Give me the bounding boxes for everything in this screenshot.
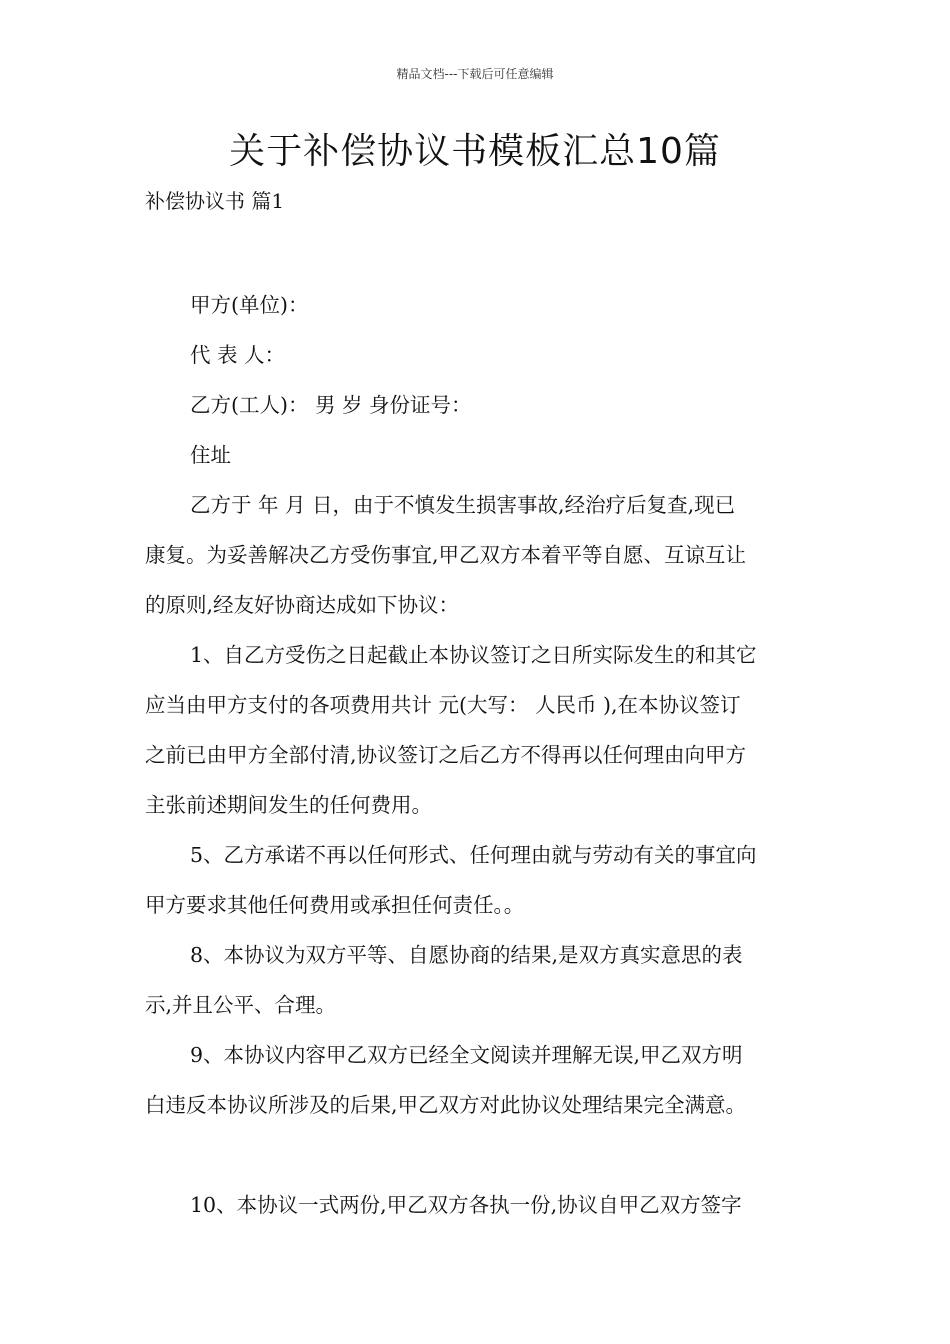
document-body [145, 280, 810, 1230]
clause-10-line: 10、本协议一式两份,甲乙双方各执一份,协议自甲乙双方签字 [190, 1193, 742, 1217]
address-line: 住址 [190, 443, 231, 467]
clause-1-line: 1、自乙方受伤之日起截止本协议签订之日所实际发生的和其它 [190, 643, 757, 667]
paragraph-line: 的原则,经友好协商达成如下协议： [145, 593, 460, 617]
party-a-line: 甲方(单位)： [190, 293, 309, 317]
document-title: 关于补偿协议书模板汇总10篇 [229, 131, 721, 172]
clause-1-line: 之前已由甲方全部付清,协议签订之后乙方不得再以任何理由向甲方 [145, 743, 747, 767]
representative-line: 代 表 人： [190, 343, 286, 367]
header-note: 精品文档---下载后可任意编辑 [396, 67, 554, 81]
section-heading: 补偿协议书 篇1 [145, 189, 285, 213]
paragraph-line: 乙方于 年 月 日，由于不慎发生损害事故,经治疗后复查,现已 [190, 493, 736, 517]
clause-5-line: 甲方要求其他任何费用或承担任何责任。。 [145, 893, 525, 917]
party-b-line: 乙方(工人)： 男 岁 身份证号： [190, 393, 472, 417]
paragraph-line: 康复。为妥善解决乙方受伤事宜,甲乙双方本着平等自愿、互谅互让 [145, 543, 747, 567]
clause-8-line: 示,并且公平、合理。 [145, 993, 337, 1017]
clause-1-line: 主张前述期间发生的任何费用。 [145, 793, 432, 817]
paragraph-spacer [145, 1130, 810, 1180]
clause-9-line: 9、本协议内容甲乙双方已经全文阅读并理解无误,甲乙双方明 [190, 1043, 743, 1067]
clause-9-line: 白违反本协议所涉及的后果,甲乙双方对此协议处理结果完全满意。 [145, 1093, 747, 1117]
clause-5-line: 5、乙方承诺不再以任何形式、任何理由就与劳动有关的事宜向 [190, 843, 757, 867]
clause-8-line: 8、本协议为双方平等、自愿协商的结果,是双方真实意思的表 [190, 943, 743, 967]
clause-1-line: 应当由甲方支付的各项费用共计 元(大写： 人民币 ),在本协议签订 [145, 693, 741, 717]
